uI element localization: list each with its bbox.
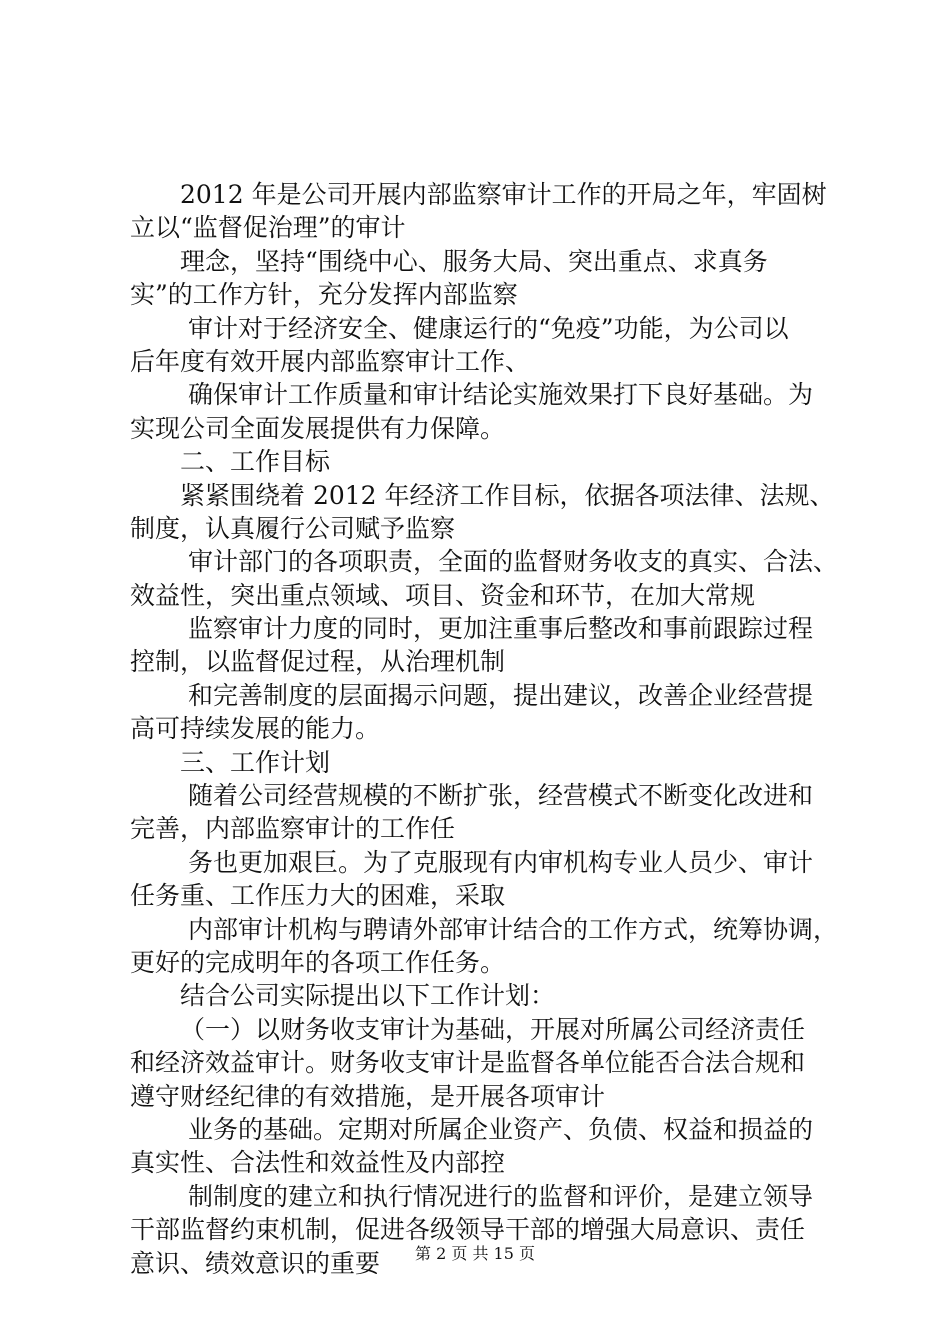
- text-line: （一）以财务收支审计为基础，开展对所属公司经济责任: [180, 1014, 806, 1044]
- text-line: 2012 年是公司开展内部监察审计工作的开局之年，牢固树: [180, 180, 827, 209]
- page-number-footer: 第 2 页 共 15 页: [415, 1244, 535, 1263]
- text-line: 真实性、合法性和效益性及内部控: [130, 1148, 506, 1178]
- body-text: [130, 178, 845, 1280]
- text-line: 任务重、工作压力大的困难，采取: [130, 881, 506, 911]
- text-line: 和经济效益审计。财务收支审计是监督各单位能否合法合规和: [130, 1048, 806, 1078]
- text-line: 效益性，突出重点领域、项目、资金和环节，在加大常规: [130, 580, 756, 610]
- text-line: 控制，以监督促过程，从治理机制: [130, 647, 506, 677]
- text-line: 和完善制度的层面揭示问题，提出建议，改善企业经营提: [188, 680, 814, 710]
- text-line: 立以“监督促治理”的审计: [130, 213, 406, 243]
- text-line: 随着公司经营规模的不断扩张，经营模式不断变化改进和: [188, 781, 814, 811]
- text-line: 高可持续发展的能力。: [130, 714, 381, 744]
- section-heading: 二、工作目标: [180, 447, 331, 477]
- text-line: 理念，坚持“围绕中心、服务大局、突出重点、求真务: [180, 246, 768, 276]
- text-line: 审计部门的各项职责，全面的监督财务收支的真实、合法、: [188, 547, 839, 577]
- text-line: 实”的工作方针，充分发挥内部监察: [130, 280, 518, 310]
- text-line: 务也更加艰巨。为了克服现有内审机构专业人员少、审计: [188, 847, 814, 877]
- text-line: 监察审计力度的同时，更加注重事后整改和事前跟踪过程: [188, 614, 814, 644]
- text-line: 实现公司全面发展提供有力保障。: [130, 413, 506, 443]
- text-line: 紧紧围绕着 2012 年经济工作目标，依据各项法律、法规、: [180, 480, 835, 510]
- text-line: 内部审计机构与聘请外部审计结合的工作方式，统筹协调，: [188, 914, 839, 944]
- text-line: 结合公司实际提出以下工作计划：: [180, 981, 556, 1011]
- text-line: 完善，内部监察审计的工作任: [130, 814, 456, 844]
- text-line: 制度，认真履行公司赋予监察: [130, 513, 456, 543]
- section-heading: 三、工作计划: [180, 747, 331, 777]
- text-line: 干部监督约束机制，促进各级领导干部的增强大局意识、责任: [130, 1215, 806, 1245]
- text-line: 后年度有效开展内部监察审计工作、: [130, 346, 531, 376]
- text-line: 制制度的建立和执行情况进行的监督和评价，是建立领导: [188, 1181, 814, 1211]
- text-line: 确保审计工作质量和审计结论实施效果打下良好基础。为: [188, 380, 814, 410]
- text-line: 意识、绩效意识的重要: [130, 1248, 381, 1278]
- text-line: 审计对于经济安全、健康运行的“免疫”功能，为公司以: [188, 313, 789, 343]
- text-line: 遵守财经纪律的有效措施，是开展各项审计: [130, 1081, 606, 1111]
- text-line: 更好的完成明年的各项工作任务。: [130, 947, 506, 977]
- text-line: 业务的基础。定期对所属企业资产、负债、权益和损益的: [188, 1114, 814, 1144]
